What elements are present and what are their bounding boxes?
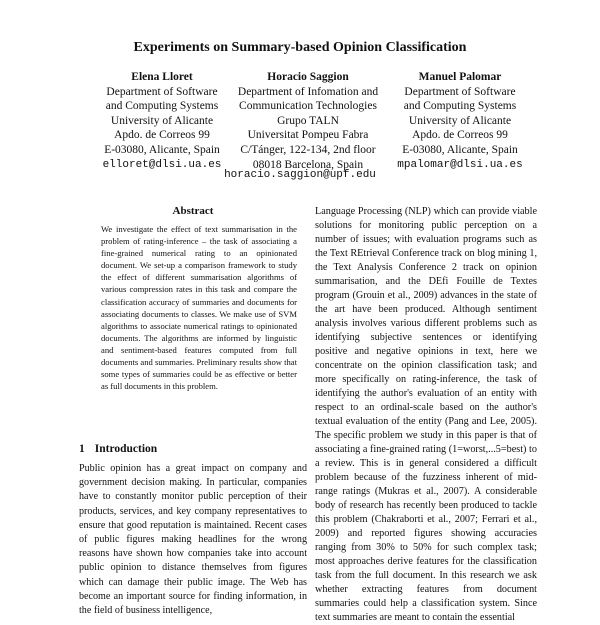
- author-email[interactable]: elloret@dlsi.ua.es: [102, 158, 222, 171]
- affiliation-line: Department of Infomation and: [237, 85, 379, 98]
- intro-paragraph: Public opinion has a great impact on company and government decision making. In particular, companies have to constantly monitor public perception of their products, services, and key company representatives to ensure that good reputation is maintained. Recent cases of public figures making headlines for the wrong reasons have shown how companies take into account public opinion to distance themselves from figures which can damage their public image. The Web has become an important source for finding information, in the field of business intelligence,: [79, 463, 307, 617]
- affiliation-line: Grupo TALN: [277, 114, 339, 127]
- author-name: Horacio Saggion: [267, 71, 349, 83]
- affiliation-line: Apdo. de Correos 99: [114, 129, 210, 142]
- affiliation-line: C/Tánger, 122-134, 2nd floor: [240, 143, 376, 156]
- author-name: Elena Lloret: [131, 71, 193, 83]
- abstract-text: We investigate the effect of text summarisation in the problem of rating-inference – the task of associating a fine-grained numerical rating to an opinionated document. We set-up a comparison framework to study the effect of different summarisation algorithms of various compression rates in this task and compare the classification accuracy of summaries and documents for associating documents to classes. We make use of SVM algorithms to associate numerical ratings to opinionated documents. The algorithms are informed by linguistic and sentiment-based features computed from full documents and summaries. Preliminary results show that some types of summaries could be as effective or better as full documents in this problem.: [101, 224, 297, 392]
- affiliation-line: E-03080, Alicante, Spain: [104, 143, 220, 156]
- affiliation-line: Apdo. de Correos 99: [412, 129, 508, 142]
- affiliation-line: University of Alicante: [110, 114, 214, 127]
- affiliation-line: University of Alicante: [408, 114, 512, 127]
- author-email[interactable]: mpalomar@dlsi.ua.es: [397, 158, 523, 171]
- right-column-text: Language Processing (NLP) which can provide viable solutions for monitoring public perception on a number of issues; with evaluation programs such as the Text REtrieval Conference track on blog mining 1, the Text Analysis Conference 2 track on opinion summarisation, and the DEfi Fouille de Textes program (Grouin et al., 2009) advances in the state of the art have been produced. Although sentiment analysis involves various different problems such as identifying subjective sentences or identifying positive and negative opinions in text, here we concentrate on the opinion classification task; and more specifically on rating-inference, the task of identifying the author's evaluation of an entity with respect to an ordinal-scale based on the author's textual evaluation of the entity (Pang and Lee, 2005). The specific problem we study in this paper is that of associating a fine-grained rating (1=worst,...5=best) to a review. This is in general considered a difficult problem because of the fuzziness inherent of mid-range ratings (Mukras et al., 2007). A considerable body of research has recently been produced to tackle this problem (Chakraborti et al., 2007; Ferrari et al., 2009) and reported figures showing accuracies ranging from 30% to 50% for such complex task; most approaches derive features for the classification task from the full document. In this research we ask whether extracting features from document summaries could help a classification system. Since text summaries are meant to contain the essential: [315, 206, 537, 623]
- affiliation-line: and Computing Systems: [105, 100, 219, 113]
- affiliation-line: Communication Technologies: [239, 100, 377, 113]
- affiliation-line: Department of Software: [106, 85, 218, 98]
- paper-title: Experiments on Summary-based Opinion Classification: [133, 40, 467, 55]
- affiliation-line: E-03080, Alicante, Spain: [402, 143, 518, 156]
- author-block-1: [87, 70, 237, 172]
- corresponding-email[interactable]: horacio.saggion@upf.edu: [224, 169, 376, 181]
- affiliation-line: Department of Software: [404, 85, 516, 98]
- affiliation-line: and Computing Systems: [403, 100, 517, 113]
- left-column: [79, 205, 307, 392]
- author-block-2: [225, 70, 391, 172]
- affiliation-line: Universitat Pompeu Fabra: [247, 129, 369, 142]
- section-title: Introduction: [94, 443, 158, 455]
- affiliation-line: 08018 Barcelona, Spain: [252, 158, 364, 171]
- section-heading: [79, 443, 157, 455]
- abstract-heading: Abstract: [172, 205, 214, 217]
- author-name: Manuel Palomar: [418, 71, 502, 83]
- section-number: 1: [79, 443, 85, 455]
- author-block-3: [385, 70, 535, 172]
